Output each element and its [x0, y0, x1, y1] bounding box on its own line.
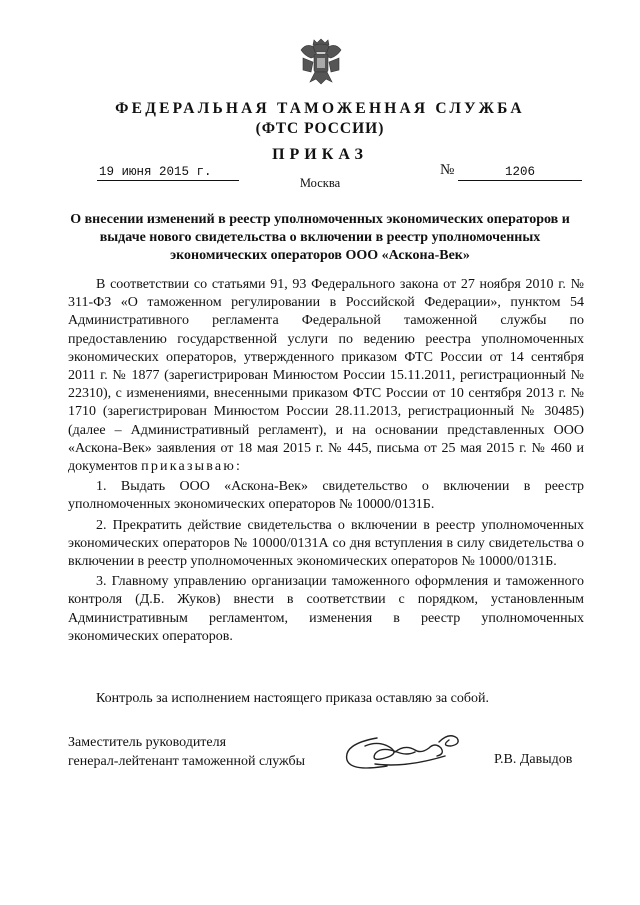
order-item-3: 3. Главному управлению организации таможенного оформления и таможенного контроля (Д.Б. Жуков) внести в соответствии с порядком, установленным Административным регламентом, изменения в реестр уполномоченных экономических операторов. [68, 574, 584, 644]
preamble-text: В соответствии со статьями 91, 93 Федерального закона от 27 ноября 2010 г. № 311-ФЗ «О таможенном регулировании в Российской Федерации», пунктом 54 Административного регламента Федеральной таможенной службы по предоставлению государственной услуги по ведению реестра уполномоченных экономических операторов, утвержденного приказом ФТС России от 14 сентября 2011 г. № 1877 (зарегистрирован Минюстом России 15.11.2011, регистрационный № 22310), с изменениями, внесенными приказом ФТС России от 10 сентября 2013 г. № 1710 (зарегистрирован Минюстом России 28.11.2013, регистрационный № 30485) (далее – Административный регламент), и на основании представленных ООО «Аскона-Век» заявления от 18 мая 2015 г. № 445, письма от 25 мая 2015 г. № 460 и документов [68, 277, 584, 475]
order-item-2: 2. Прекратить действие свидетельства о включении в реестр уполномоченных экономических операторов № 10000/0131А со дня вступления в силу свидетельства о включении в реестр уполномоченных экономических операторов № 10000/0131Б. [68, 517, 584, 570]
state-emblem-icon [298, 36, 344, 86]
signatory-position-line-1: Заместитель руководителя [68, 735, 227, 750]
order-item-1: 1. Выдать ООО «Аскона-Век» свидетельство о включении в реестр уполномоченных экономических операторов № 10000/0131Б. [68, 479, 584, 513]
order-date: 19 июня 2015 г. [97, 164, 239, 181]
handwritten-signature [335, 728, 485, 776]
order-subject: О внесении изменений в реестр уполномоченных экономических операторов и выдаче нового свидетельства о включении в реестр уполномоченных экономических операторов ООО «Аскона-Век» [70, 212, 570, 263]
preamble-paragraph [68, 276, 584, 476]
signatory-position-line-2: генерал-лейтенант таможенной службы [68, 754, 306, 769]
control-statement: Контроль за исполнением настоящего приказа оставляю за собой. [96, 691, 490, 706]
signatory-position [68, 733, 305, 771]
order-body [68, 276, 584, 646]
order-word: приказываю: [141, 459, 243, 475]
agency-name: ФЕДЕРАЛЬНАЯ ТАМОЖЕННАЯ СЛУЖБА [115, 100, 525, 117]
issue-city: Москва [299, 176, 341, 190]
number-label: № [440, 162, 455, 178]
agency-short-name: (ФТС РОССИИ) [255, 120, 385, 137]
signer-name: Р.В. Давыдов [494, 752, 573, 767]
order-number: 1206 [458, 164, 582, 181]
document-type-title: ПРИКАЗ [272, 146, 368, 163]
